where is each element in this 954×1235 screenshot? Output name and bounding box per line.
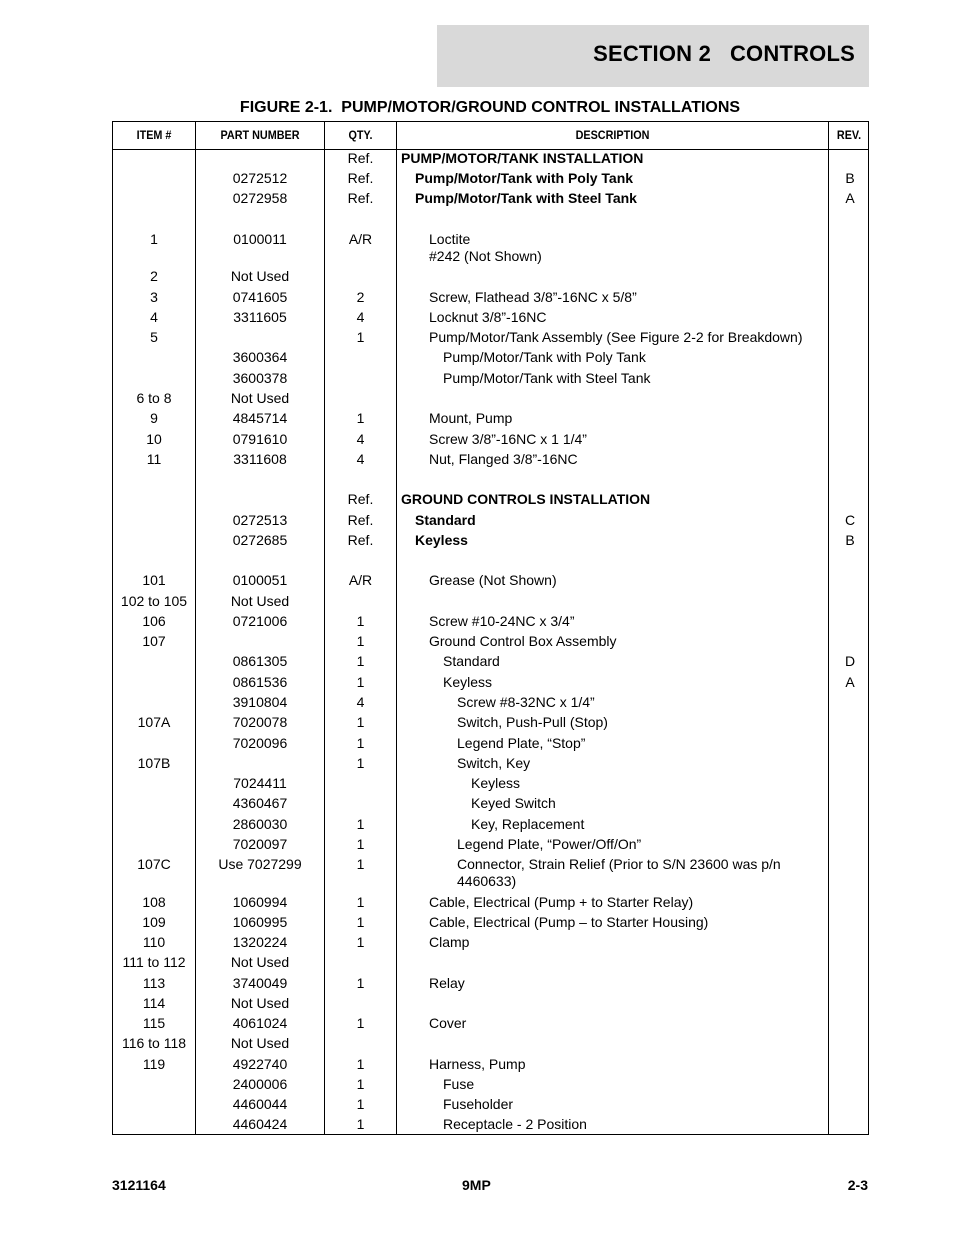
part-number-cell: 3910804 bbox=[232, 694, 288, 710]
part-number-cell: 3600378 bbox=[232, 370, 288, 386]
item-number-cell: 116 to 118 bbox=[121, 1035, 187, 1051]
quantity-cell: Ref. bbox=[347, 512, 374, 528]
item-number-cell: 106 bbox=[142, 613, 166, 629]
section-header-box bbox=[437, 25, 869, 87]
description-cell: Fuseholder bbox=[443, 1096, 514, 1112]
item-number-cell: 119 bbox=[142, 1056, 166, 1072]
quantity-cell: 1 bbox=[356, 914, 365, 930]
description-cell: Pump/Motor/Tank with Steel Tank bbox=[443, 370, 651, 386]
item-number-cell: 2 bbox=[150, 268, 158, 284]
quantity-cell: 1 bbox=[356, 1056, 365, 1072]
quantity-cell: 1 bbox=[356, 934, 365, 950]
part-number-cell: 4845714 bbox=[232, 410, 288, 426]
quantity-cell: Ref. bbox=[347, 170, 374, 186]
quantity-cell: 1 bbox=[356, 755, 365, 771]
quantity-cell: 1 bbox=[356, 674, 365, 690]
item-number-cell: 107 bbox=[142, 633, 166, 649]
part-number-cell: 7020096 bbox=[232, 735, 288, 751]
part-number-cell: 0791610 bbox=[232, 431, 288, 447]
part-number-cell: 4460424 bbox=[232, 1116, 288, 1132]
part-number-cell: 1320224 bbox=[232, 934, 288, 950]
quantity-cell: 1 bbox=[356, 633, 365, 649]
description-cell: Grease (Not Shown) bbox=[429, 572, 557, 588]
part-number-cell: 2400006 bbox=[232, 1076, 288, 1092]
column-header-description: DESCRIPTION bbox=[575, 128, 650, 142]
description-cell: GROUND CONTROLS INSTALLATION bbox=[401, 491, 651, 507]
quantity-cell: 1 bbox=[356, 1015, 365, 1031]
description-cell: Locknut 3/8”-16NC bbox=[429, 309, 547, 325]
description-cell: Pump/Motor/Tank with Poly Tank bbox=[415, 170, 634, 186]
part-number-cell: 0272958 bbox=[232, 190, 288, 206]
description-cell: Legend Plate, “Stop” bbox=[457, 735, 586, 751]
revision-cell: A bbox=[845, 674, 855, 690]
quantity-cell: 4 bbox=[356, 431, 365, 447]
part-number-cell: 0272513 bbox=[232, 512, 288, 528]
revision-cell: D bbox=[844, 653, 856, 669]
figure-title: FIGURE 2-1. PUMP/MOTOR/GROUND CONTROL INSTALLATIONS bbox=[239, 99, 741, 116]
revision-cell: A bbox=[845, 190, 855, 206]
footer-document-number: 3121164 bbox=[112, 1177, 166, 1193]
description-cell: Screw #10-24NC x 3/4” bbox=[429, 613, 575, 629]
item-number-cell: 1 bbox=[150, 231, 158, 247]
quantity-cell: 1 bbox=[356, 836, 365, 852]
part-number-cell: 0100051 bbox=[232, 572, 288, 588]
item-number-cell: 10 bbox=[146, 431, 162, 447]
item-number-cell: 109 bbox=[142, 914, 166, 930]
part-number-cell: 3740049 bbox=[232, 975, 288, 991]
quantity-cell: 1 bbox=[356, 1096, 365, 1112]
quantity-cell: Ref. bbox=[347, 491, 374, 507]
item-number-cell: 107C bbox=[137, 856, 171, 872]
item-number-cell: 3 bbox=[150, 289, 158, 305]
quantity-cell: 1 bbox=[356, 816, 365, 832]
item-number-cell: 113 bbox=[142, 975, 166, 991]
quantity-cell: 1 bbox=[356, 613, 365, 629]
column-header-item: ITEM # bbox=[136, 128, 172, 142]
part-number-cell: Not Used bbox=[230, 954, 290, 970]
section-title: SECTION 2 CONTROLS bbox=[593, 41, 855, 66]
quantity-cell: 2 bbox=[356, 289, 365, 305]
part-number-cell: 0721006 bbox=[232, 613, 288, 629]
description-cell: Receptacle - 2 Position bbox=[443, 1116, 587, 1132]
item-number-cell: 114 bbox=[142, 995, 166, 1011]
quantity-cell: 1 bbox=[356, 856, 365, 872]
description-cell: Pump/Motor/Tank with Steel Tank bbox=[415, 190, 637, 206]
quantity-cell: Ref. bbox=[347, 150, 374, 166]
part-number-cell: Not Used bbox=[230, 268, 290, 284]
item-number-cell: 102 to 105 bbox=[120, 593, 188, 609]
item-number-cell: 9 bbox=[150, 410, 158, 426]
revision-cell: B bbox=[845, 170, 855, 186]
column-header-rev: REV. bbox=[836, 128, 862, 142]
description-cell: Screw, Flathead 3/8”-16NC x 5/8” bbox=[429, 289, 637, 305]
part-number-cell: 7020078 bbox=[232, 714, 288, 730]
item-number-cell: 5 bbox=[150, 329, 158, 345]
item-number-cell: 108 bbox=[142, 894, 166, 910]
description-cell: Keyless bbox=[471, 775, 521, 791]
part-number-cell: Not Used bbox=[230, 995, 290, 1011]
item-number-cell: 111 to 112 bbox=[122, 954, 186, 970]
column-header-part-number: PART NUMBER bbox=[220, 128, 300, 142]
revision-cell: B bbox=[845, 532, 855, 548]
description-cell: Keyed Switch bbox=[471, 795, 556, 811]
quantity-cell: Ref. bbox=[347, 532, 374, 548]
part-number-cell: 2860030 bbox=[232, 816, 288, 832]
part-number-cell: 7020097 bbox=[232, 836, 288, 852]
description-cell: Screw 3/8”-16NC x 1 1/4” bbox=[429, 431, 587, 447]
part-number-cell: 3311605 bbox=[233, 309, 287, 325]
description-cell: Pump/Motor/Tank Assembly (See Figure 2-2 for Breakdown) bbox=[429, 329, 803, 345]
description-cell: Loctite bbox=[429, 231, 471, 247]
item-number-cell: 101 bbox=[142, 572, 166, 588]
part-number-cell: 4460044 bbox=[232, 1096, 288, 1112]
part-number-cell: 1060995 bbox=[232, 914, 288, 930]
quantity-cell: A/R bbox=[348, 572, 373, 588]
item-number-cell: 11 bbox=[146, 451, 162, 467]
part-number-cell: 4061024 bbox=[232, 1015, 288, 1031]
item-number-cell: 107B bbox=[137, 755, 171, 771]
part-number-cell: Not Used bbox=[230, 390, 290, 406]
quantity-cell: 1 bbox=[356, 894, 365, 910]
quantity-cell: 1 bbox=[356, 714, 365, 730]
description-cell: PUMP/MOTOR/TANK INSTALLATION bbox=[401, 150, 644, 166]
column-header-qty: QTY. bbox=[348, 128, 373, 142]
quantity-cell: 1 bbox=[356, 410, 365, 426]
description-cell: Harness, Pump bbox=[429, 1056, 526, 1072]
description-cell: Standard bbox=[443, 653, 500, 669]
quantity-cell: 1 bbox=[356, 329, 365, 345]
part-number-cell: 0861305 bbox=[232, 653, 288, 669]
footer-model: 9MP bbox=[462, 1177, 491, 1193]
item-number-cell: 115 bbox=[142, 1015, 166, 1031]
description-cell: Connector, Strain Relief (Prior to S/N 23600 was p/n bbox=[457, 856, 781, 872]
part-number-cell: 4922740 bbox=[232, 1056, 288, 1072]
quantity-cell: Ref. bbox=[347, 190, 374, 206]
footer-page-number: 2-3 bbox=[847, 1177, 868, 1193]
description-cell: Standard bbox=[415, 512, 476, 528]
part-number-cell: 0861536 bbox=[232, 674, 288, 690]
part-number-cell: 4360467 bbox=[232, 795, 288, 811]
description-continuation-cell: #242 (Not Shown) bbox=[429, 248, 542, 264]
quantity-cell: 1 bbox=[356, 653, 365, 669]
quantity-cell: 1 bbox=[356, 1116, 365, 1132]
description-cell: Legend Plate, “Power/Off/On” bbox=[457, 836, 642, 852]
description-cell: Mount, Pump bbox=[429, 410, 513, 426]
description-cell: Screw #8-32NC x 1/4” bbox=[457, 694, 595, 710]
part-number-cell: 1060994 bbox=[232, 894, 288, 910]
part-number-cell: 0272685 bbox=[232, 532, 288, 548]
description-continuation-cell: 4460633) bbox=[457, 873, 517, 889]
description-cell: Key, Replacement bbox=[471, 816, 585, 832]
part-number-cell: Use 7027299 bbox=[218, 856, 302, 872]
part-number-cell: 7024411 bbox=[233, 775, 287, 791]
description-cell: Clamp bbox=[429, 934, 470, 950]
quantity-cell: 4 bbox=[356, 451, 365, 467]
item-number-cell: 4 bbox=[150, 309, 158, 325]
quantity-cell: 1 bbox=[356, 1076, 365, 1092]
item-number-cell: 6 to 8 bbox=[136, 390, 172, 406]
description-cell: Ground Control Box Assembly bbox=[429, 633, 617, 649]
quantity-cell: 1 bbox=[356, 975, 365, 991]
description-cell: Switch, Key bbox=[457, 755, 531, 771]
quantity-cell: 4 bbox=[356, 694, 365, 710]
item-number-cell: 107A bbox=[137, 714, 171, 730]
quantity-cell: A/R bbox=[348, 231, 373, 247]
description-cell: Pump/Motor/Tank with Poly Tank bbox=[443, 349, 646, 365]
description-cell: Keyless bbox=[415, 532, 468, 548]
part-number-cell: 3600364 bbox=[232, 349, 288, 365]
parts-table bbox=[112, 121, 869, 1135]
column-divider bbox=[396, 122, 397, 1134]
part-number-cell: 0100011 bbox=[233, 231, 287, 247]
part-number-cell: 0741605 bbox=[232, 289, 288, 305]
revision-cell: C bbox=[844, 512, 856, 528]
item-number-cell: 110 bbox=[142, 934, 166, 950]
description-cell: Cover bbox=[429, 1015, 467, 1031]
part-number-cell: Not Used bbox=[230, 593, 290, 609]
quantity-cell: 4 bbox=[356, 309, 365, 325]
part-number-cell: Not Used bbox=[230, 1035, 290, 1051]
description-cell: Switch, Push-Pull (Stop) bbox=[457, 714, 608, 730]
description-cell: Nut, Flanged 3/8”-16NC bbox=[429, 451, 578, 467]
description-cell: Relay bbox=[429, 975, 465, 991]
part-number-cell: 3311608 bbox=[233, 451, 287, 467]
description-cell: Fuse bbox=[443, 1076, 475, 1092]
description-cell: Cable, Electrical (Pump – to Starter Housing) bbox=[429, 914, 709, 930]
description-cell: Keyless bbox=[443, 674, 493, 690]
quantity-cell: 1 bbox=[356, 735, 365, 751]
description-cell: Cable, Electrical (Pump + to Starter Relay) bbox=[429, 894, 694, 910]
part-number-cell: 0272512 bbox=[232, 170, 288, 186]
